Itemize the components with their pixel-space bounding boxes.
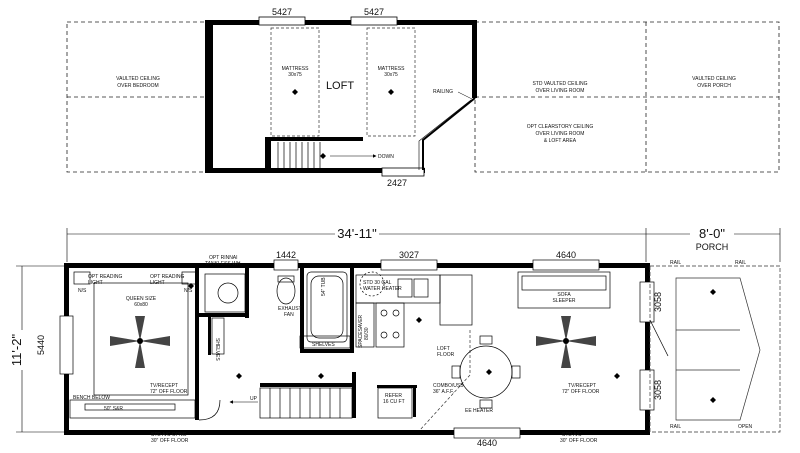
clearstory-line2: OVER LIVING ROOM [535, 131, 585, 137]
loft-walls [205, 20, 477, 173]
bench-size: 50" S&R [104, 406, 124, 412]
tub-label: 54" TUB [321, 277, 327, 296]
mattress-size-2: 30x75 [384, 72, 398, 78]
rail-2: RAIL [735, 260, 747, 266]
ac-left-1: STD A/C OPNG [151, 432, 187, 438]
tv-left-2: 72" OFF FLOOR [150, 389, 188, 395]
ns-left: N/S [78, 288, 87, 294]
exhaust-fan-1: EXHAUST [278, 306, 302, 312]
ee-heater: EE HEATER [465, 408, 493, 414]
queen-size-dim: 60x80 [134, 302, 148, 308]
ceiling-fan-bedroom [110, 316, 170, 368]
rinnai-line2: TANKLESS WH [205, 261, 241, 267]
mattress-label-1: MATTRESS [281, 66, 309, 72]
water-heater-2: WATER HEATER [363, 286, 402, 292]
std-vaulted-line1: STD VAULTED CEILING [532, 81, 588, 87]
sofa-2: SLEEPER [552, 298, 576, 304]
combo-usb-1: COMBO/USB [433, 383, 464, 389]
vaulted-porch-line2: OVER PORCH [697, 83, 731, 89]
reading-light-left-2: LIGHT [88, 280, 103, 286]
tv-right-1: TV/RECEPT [568, 383, 597, 389]
bench-below: BENCH BELOW [73, 395, 110, 401]
ac-left-2: 30" OFF FLOOR [151, 438, 189, 444]
shelves-bath: SHELVES [312, 342, 335, 348]
spacesaver-2: 80/30 [364, 327, 370, 340]
loft-plan [67, 7, 779, 188]
loft-stairs [278, 142, 320, 168]
ns-right: N/S [184, 288, 193, 294]
tv-left-1: TV/RECEPT [150, 383, 179, 389]
sofa-1: SOFA [557, 292, 571, 298]
ac-right-1: STD A/C [562, 432, 582, 438]
mattress-size-1: 30x75 [288, 72, 302, 78]
loft-window-label-1: 5427 [271, 7, 293, 17]
loft-floor-outline [420, 330, 470, 430]
up-label: UP [250, 396, 257, 402]
vaulted-porch-line1: VAULTED CEILING [692, 76, 736, 82]
door-swings [199, 320, 668, 420]
porch-length: 8'-0" [699, 226, 725, 241]
width-label: 11'-2" [9, 333, 24, 367]
refer-2: 16 CU FT [383, 399, 405, 405]
window-3058-bottom: 3058 [653, 379, 663, 401]
rail-3: RAIL [670, 424, 682, 430]
window-3027: 3027 [398, 250, 420, 260]
ceiling-fan-living [536, 316, 596, 368]
loft-floor-1: LOFT [437, 346, 450, 352]
spacesaver-1: SPACESAVER [358, 314, 364, 348]
water-heater-1: STD 30 GAL [363, 280, 392, 286]
queen-size-label: QUEEN SIZE [125, 296, 157, 302]
vaulted-bedroom-line2: OVER BEDROOM [117, 83, 159, 89]
loft-window-label-3: 2427 [386, 178, 408, 188]
refer-1: REFER [385, 393, 402, 399]
porch [650, 266, 780, 432]
vaulted-bedroom-line1: VAULTED CEILING [116, 76, 160, 82]
mattress-label-2: MATTRESS [377, 66, 405, 72]
shelves-closet: SHELVES [214, 338, 220, 361]
reading-light-right-2: LIGHT [150, 280, 165, 286]
loft-railing [423, 98, 475, 170]
loft-floor-2: FLOOR [437, 352, 455, 358]
left-window-label: 5440 [36, 334, 46, 356]
overall-length: 34'-11" [337, 226, 377, 241]
railing-label: RAILING [433, 89, 454, 95]
window-4640-top: 4640 [555, 250, 577, 260]
loft-window-label-2: 5427 [363, 7, 385, 17]
rail-1: RAIL [670, 260, 682, 266]
clearstory-line3: & LOFT AREA [543, 138, 577, 144]
reading-light-right-1: OPT READING [150, 274, 185, 280]
main-stairs [260, 388, 352, 418]
reading-light-left-1: OPT READING [88, 274, 123, 280]
main-floor-plan [9, 89, 780, 448]
window-4640-bottom: 4640 [476, 438, 498, 448]
tv-right-2: 72" OFF FLOOR [562, 389, 600, 395]
clearstory-line1: OPT CLEARSTORY CEILING [526, 124, 594, 130]
down-label: DOWN [378, 154, 394, 160]
window-1442: 1442 [275, 250, 297, 260]
exhaust-fan-2: FAN [284, 312, 294, 318]
open-label: OPEN [738, 424, 753, 430]
ac-right-2: 30" OFF FLOOR [560, 438, 598, 444]
loft-title: LOFT [325, 80, 355, 92]
rinnai-line1: OPT RINNAI [209, 255, 238, 261]
porch-label: PORCH [695, 242, 729, 252]
window-3058-top: 3058 [653, 291, 663, 313]
combo-usb-2: 36" A.F.F. [433, 389, 454, 395]
exterior-walls [64, 263, 650, 435]
std-vaulted-line2: OVER LIVING ROOM [535, 88, 585, 94]
